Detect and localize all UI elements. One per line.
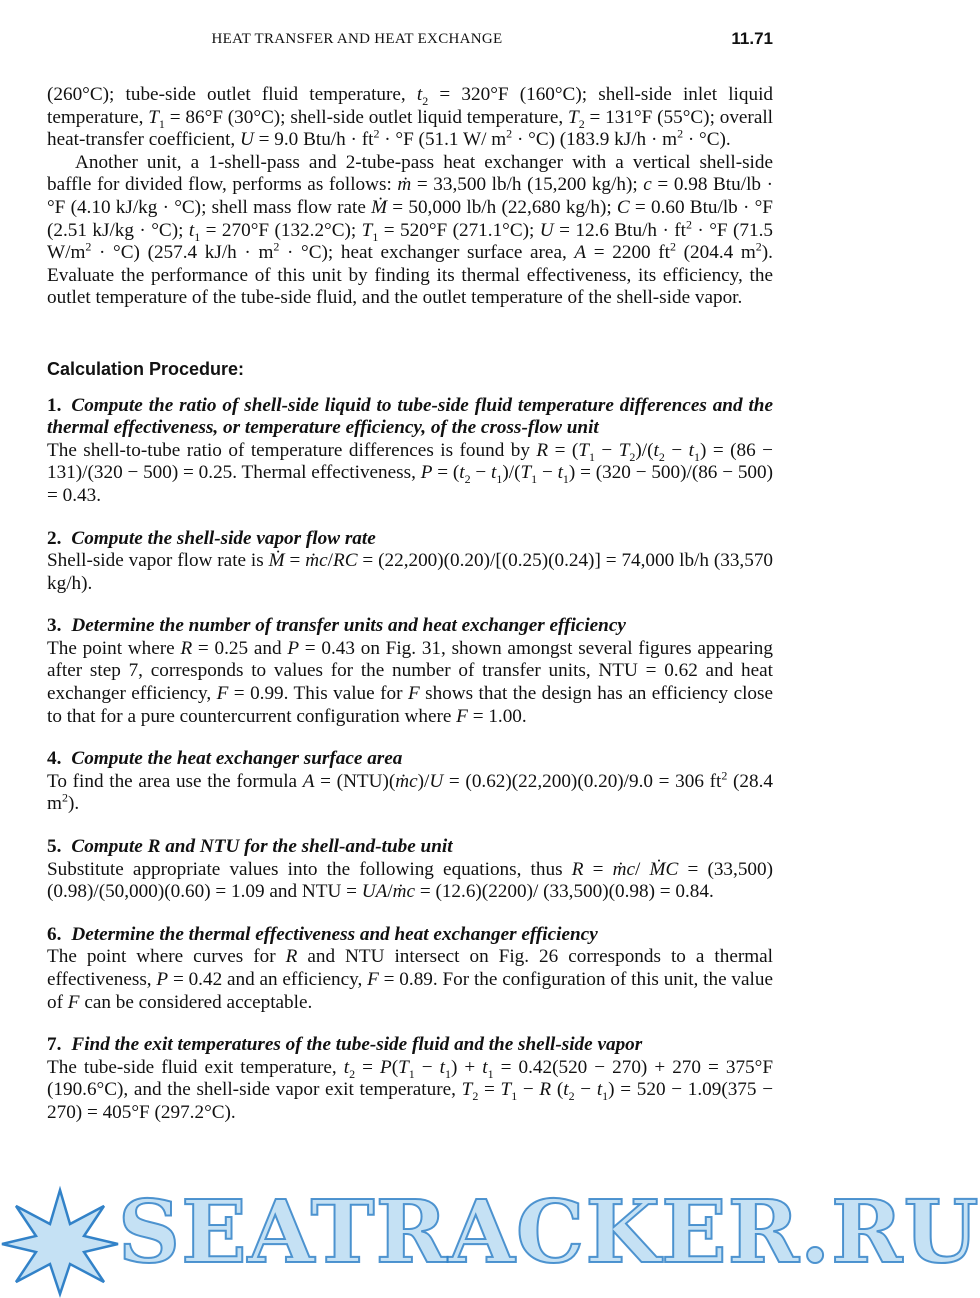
intro-paragraph-continued: (260°C); tube-side outlet fluid temperature, $t_2 = 320^\circ F$ (160°C); shell-side inlet liquid temperature, $T_1 = 86^\circ F$ (30°C); shell-side outlet liquid temperature, $T_2 = 131^\circ F$ (55°C); overall heat-transfer coefficient, U = 9.0 $Btu/h \cdot ft^2 \cdot ^\circ F$ (51.1 W/ $m^2 \cdot ^\circ C$) (183.9 $kJ/h \cdot m^2 \cdot ^\circ C$).: [47, 84, 773, 151]
step-title: Compute the shell-side vapor flow rate: [71, 527, 376, 549]
step-4-body: To find the area use the formula A = (NTU)(ṁc)/U = (0.62)(22,200)(0.20)/9.0 = 306 $ft^2$ (28.4 $m^2$).: [47, 768, 774, 815]
watermark: [0, 1168, 980, 1298]
step-title: Compute the ratio of shell-side liquid to tube-side fluid temperature differences and the thermal effectiveness, or temperature efficiency, of the cross-flow unit: [47, 394, 773, 439]
step-2-heading: [47, 528, 773, 551]
step-number: 7.: [47, 1034, 62, 1056]
step-title: Compute R and NTU for the shell-and-tube unit: [71, 836, 453, 858]
step-6-heading: [47, 924, 773, 947]
step-4-heading: [47, 748, 773, 771]
page-number: 11.71: [731, 29, 773, 48]
step-7-body: The tube-side fluid exit temperature, $t_2 = P(T_1 - t_1) + t_1 = 0.42(520 - 270) + 270 = 375^\circ F$ (190.6°C), and the shell-side vapor exit temperature, $T_2 = T_1 - R$ $(t_2 - t_1) = 520 - 1.09(375 - 270) = 405^\circ F$ (297.2°C).: [47, 1056, 774, 1123]
section-heading: Calculation Procedure:: [47, 358, 245, 379]
step-7-heading: [47, 1034, 773, 1057]
page-header: [47, 28, 773, 52]
step-3-heading: [47, 615, 773, 638]
step-4: [47, 748, 773, 816]
step-title: Compute the heat exchanger surface area: [71, 748, 403, 770]
step-3-body: The point where R = 0.25 and P = 0.43 on Fig. 31, shown amongst several figures appearing after step 7, corresponds to values for the number of transfer units, NTU = 0.62 and heat exchanger efficiency, F = 0.99. This value for F shows that the design has an efficiency close to that for a pure countercurrent configuration where F = 1.00.: [47, 637, 773, 727]
step-6-body: The point where curves for R and NTU intersect on Fig. 26 corresponds to a thermal effectiveness, P = 0.42 and an efficiency, F = 0.89. For the configuration of this unit, the value of F can be considered acceptable.: [47, 946, 773, 1013]
problem-paragraph: Another unit, a 1-shell-pass and 2-tube-pass heat exchanger with a vertical shell-side baffle for divided flow, performs as follows: ṁ = 33,500 lb/h (15,200 kg/h); c = 0.98 Btu/lb · °F (4.10 kJ/kg · °C); shell mass flow rate Ṁ = 50,000 lb/h (22,680 kg/h); C = 0.60 Btu/lb · °F (2.51 kJ/kg · °C); $t_1 = 270^\circ F$ (132.2°C); $T_1 = 520^\circ F$ (271.1°C); U = 12.6 $Btu/h \cdot ft^2 \cdot ^\circ F$ (71.5 $W/m^2 \cdot ^\circ C$) (257.4 $kJ/h \cdot m^2 \cdot ^\circ C$); heat exchanger surface area, A = 2200 $ft^2$ (204.4 $m^2$). Evaluate the performance of this unit by finding its thermal effectiveness, its efficiency, the outlet temperature of the tube-side fluid, and the outlet temperature of the shell-side vapor.: [47, 151, 774, 309]
step-1: [47, 395, 773, 508]
step-3: [47, 615, 773, 728]
step-number: 3.: [47, 615, 62, 637]
step-7: [47, 1034, 773, 1124]
step-1-heading: [47, 395, 773, 440]
step-6: [47, 924, 773, 1014]
watermark-text: SEATRACKER.RU: [118, 1182, 980, 1283]
step-2-body: Shell-side vapor flow rate is Ṁ = ṁc/RC = (22,200)(0.20)/[(0.25)(0.24)] = 74,000 lb/h (33,570 kg/h).: [47, 550, 774, 594]
step-title: Determine the thermal effectiveness and heat exchanger efficiency: [71, 923, 598, 945]
step-5-body: Substitute appropriate values into the following equations, thus R = ṁc/ ṀC = (33,500)(0.98)/(50,000)(0.60) = 1.09 and NTU = UA/ṁc = (12.6)(2200)/ (33,500)(0.98) = 0.84.: [47, 858, 773, 903]
running-head: HEAT TRANSFER AND HEAT EXCHANGE: [211, 31, 503, 47]
step-2: [47, 528, 773, 596]
step-number: 2.: [47, 527, 62, 549]
step-number: 4.: [47, 748, 62, 770]
step-number: 1.: [47, 394, 62, 416]
step-number: 6.: [47, 923, 62, 945]
step-5-heading: [47, 836, 773, 859]
step-title: Find the exit temperatures of the tube-side fluid and the shell-side vapor: [71, 1034, 643, 1056]
step-title: Determine the number of transfer units and heat exchanger efficiency: [71, 615, 626, 637]
starburst-icon: [0, 1186, 120, 1298]
step-number: 5.: [47, 836, 62, 858]
page-body: [47, 84, 773, 1145]
step-1-body: The shell-to-tube ratio of temperature differences is found by $R = (T_1 - T_2)/(t_2 - t_1) = (86 - 131)/(320 - 500) = 0.25$. Thermal effectiveness, $P = (t_2 - t_1)/(T_1 - t_1) = (320 - 500)/(86 - 500) = 0.43$.: [47, 439, 773, 506]
step-5: [47, 836, 773, 904]
